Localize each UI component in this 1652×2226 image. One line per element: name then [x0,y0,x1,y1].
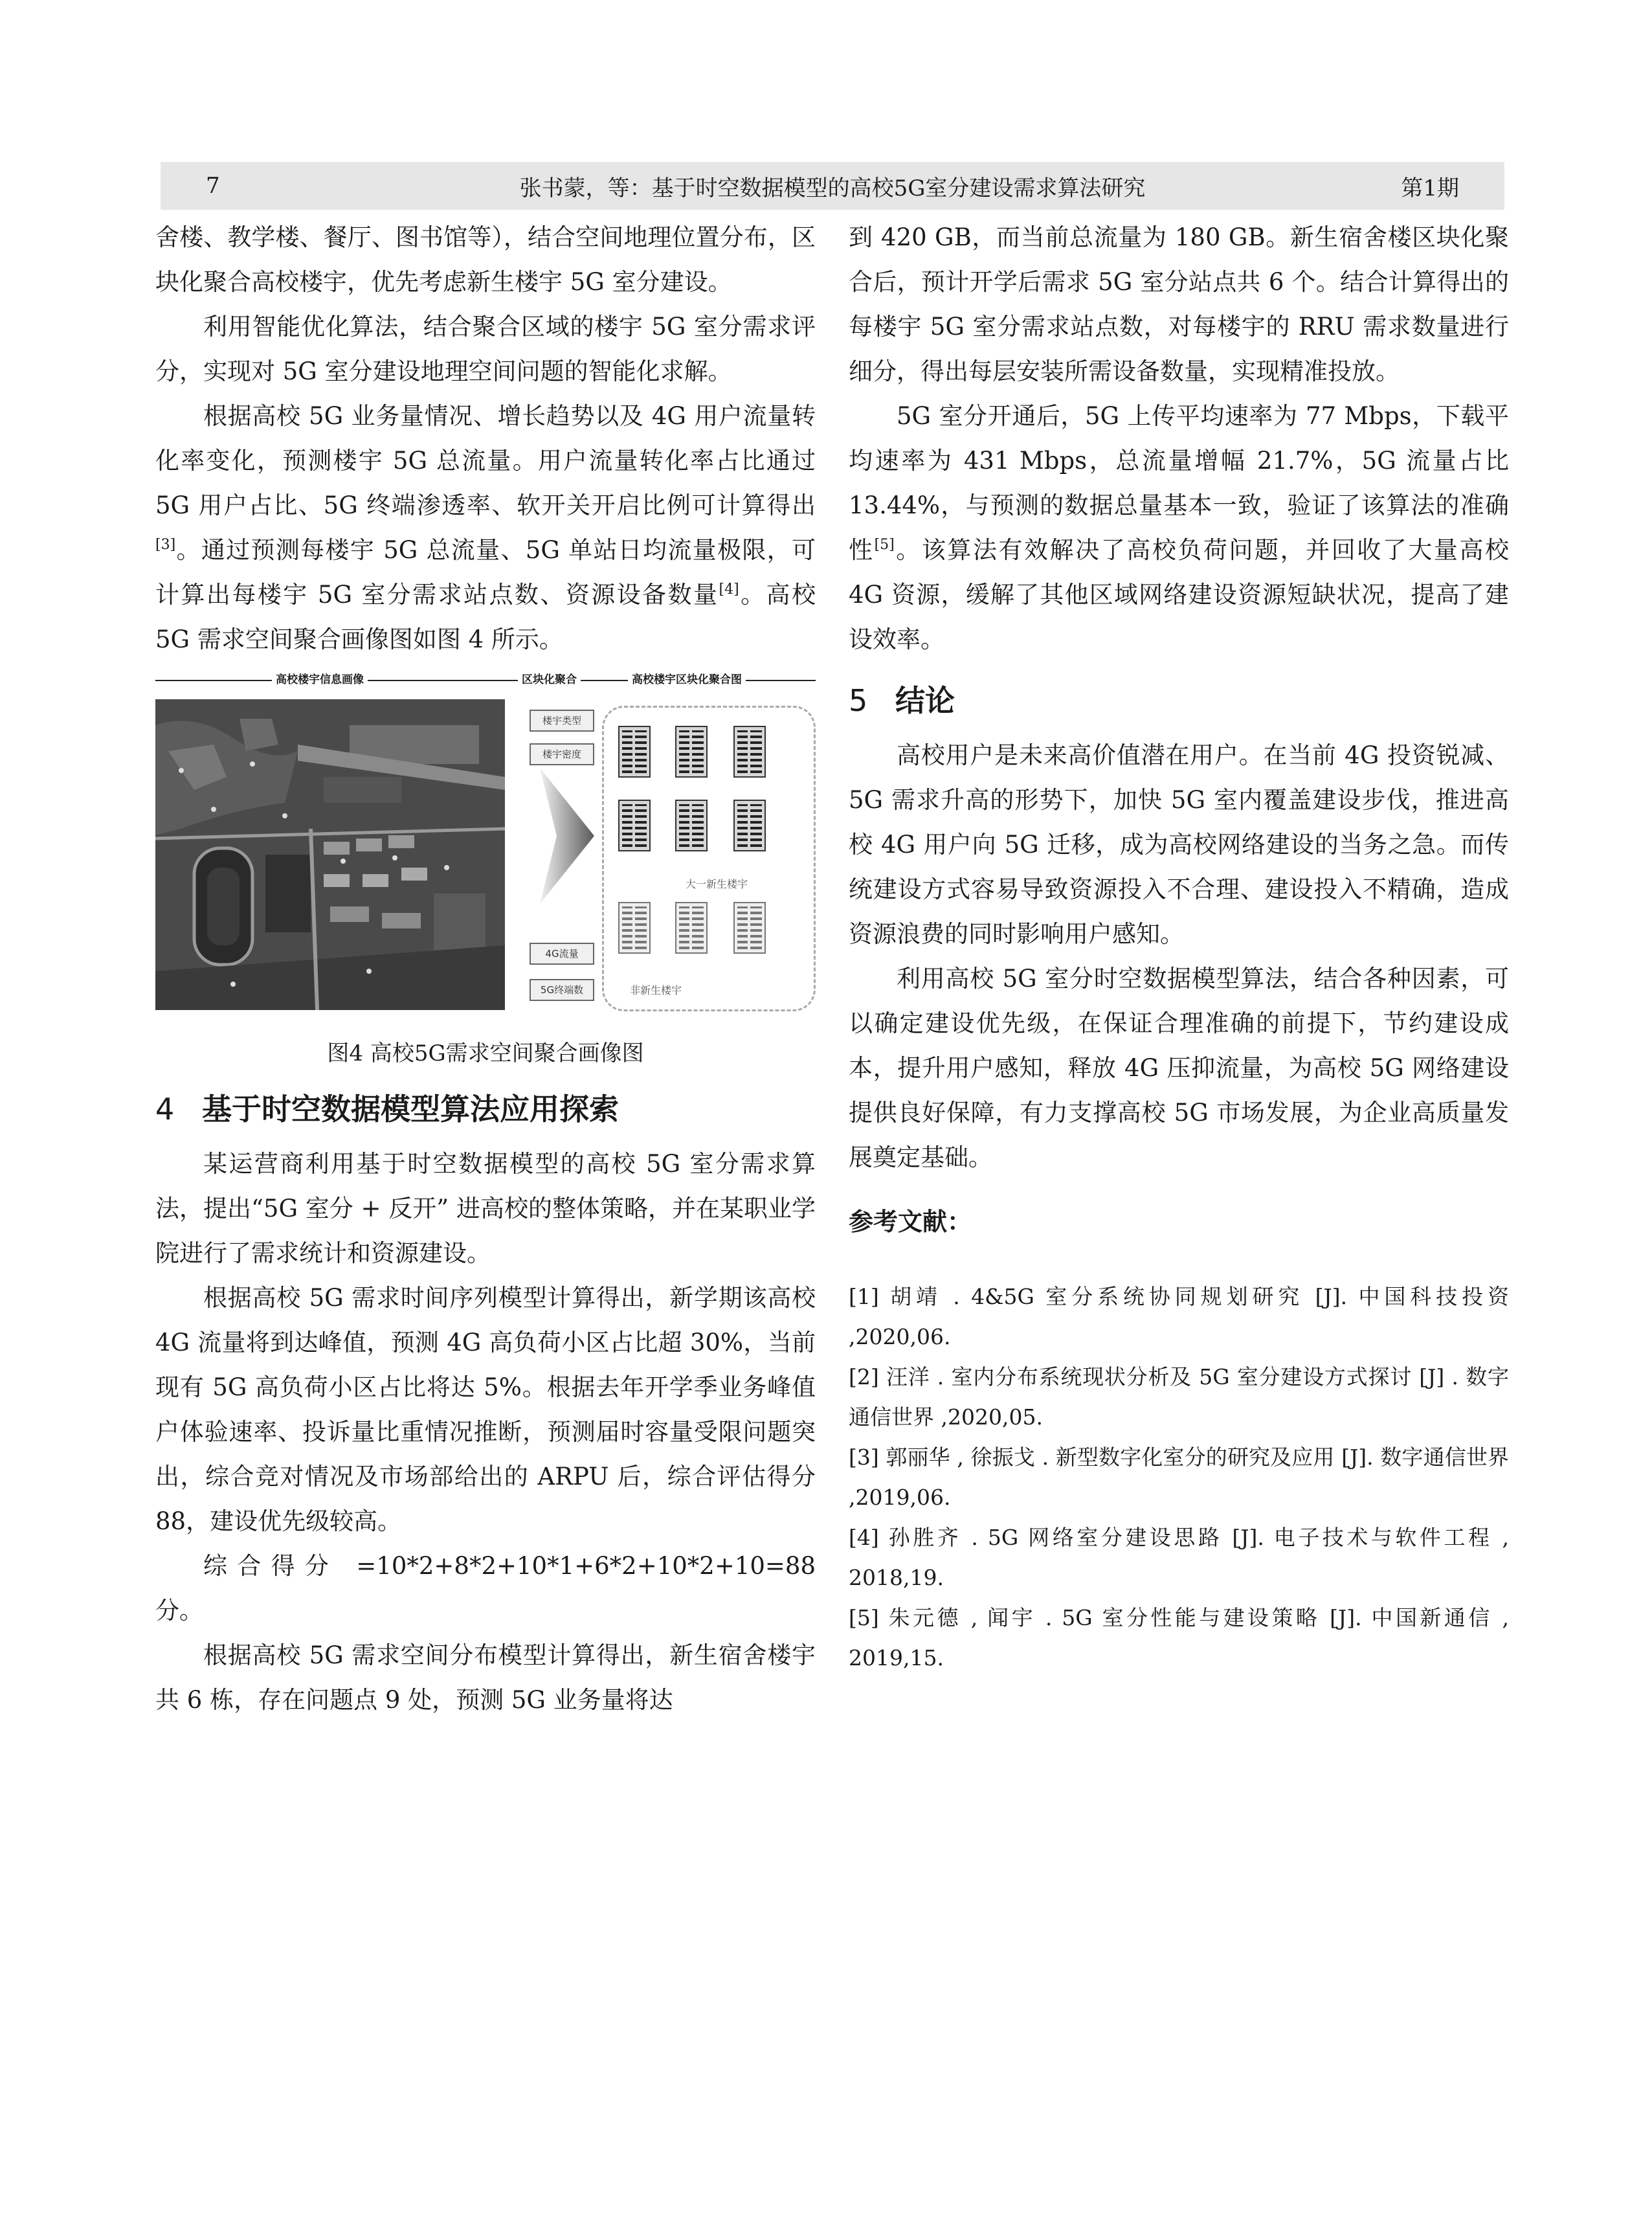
reference-item: [2] 汪洋 . 室内分布系统现状分析及 5G 室分建设方式探讨 [J] . 数字通信世界 ,2020,05. [849,1364,1509,1430]
references-heading: 参考文献： [849,1208,972,1236]
section-heading-5 [849,668,1509,733]
section-title: 基于时空数据模型算法应用探索 [202,1092,619,1127]
text-run: 。该算法有效解决了高校负荷问题，并回收了大量高校 4G 资源，缓解了其他区域网络建设资源短缺状况，提高了建设效率。 [849,536,1510,653]
reference-item: [4] 孙胜齐 . 5G 网络室分建设思路 [J]. 电子技术与软件工程 , 2018,19. [849,1525,1509,1590]
formula-paragraph: 综合得分 =10*2+8*2+10*1+6*2+10*2+10=88 分。 [155,1552,816,1625]
paragraph: 利用智能优化算法，结合聚合区域的楼宇 5G 室分需求评分，实现对 5G 室分建设地理空间问题的智能化求解。 [155,313,816,385]
reference-item: [5] 朱元德 , 闻宇 . 5G 室分性能与建设策略 [J]. 中国新通信 , 2019,15. [849,1605,1509,1670]
text-run: 。通过预测每楼宇 5G 总流量、5G 单站日均流量极限，可计算出每楼宇 5G 室分需求站点数、资源设备数量 [155,536,816,609]
tag-4g-traffic: 4G流量 [530,943,594,965]
figure-label-profile: 高校楼宇信息画像 [272,671,368,689]
building-icon [733,902,766,954]
building-icon [618,800,651,851]
paragraph: 利用高校 5G 室分时空数据模型算法，结合各种因素，可以确定建设优先级，在保证合理准确的前提下，节约建设成本，提升用户感知，释放 4G 压抑流量，为高校 5G 网络建设提供良好保障，有力支撑高校 5G 市场发展，为企业高质量发展奠定基础。 [849,965,1509,1171]
figure-label-result: 高校楼宇区块化聚合图 [628,671,746,689]
building-icon [733,726,766,778]
running-header [161,162,1504,210]
left-column [155,215,816,1722]
tag-5g-terminals: 5G终端数 [530,979,594,1001]
right-column [849,215,1509,1678]
building-icon [675,726,708,778]
text-run: 。高校 5G 需求空间聚合画像图如图 4 所示。 [155,581,816,653]
paragraph: 舍楼、教学楼、餐厅、图书馆等），结合空间地理位置分布，区块化聚合高校楼宇，优先考虑新生楼宇 5G 室分建设。 [155,223,816,296]
paragraph: 到 420 GB，而当前总流量为 180 GB。新生宿舍楼区块化聚合后，预计开学后需求 5G 室分站点共 6 个。结合计算得出的每楼宇 5G 室分需求站点数，对每楼宇的 RRU 需求数量进行细分，得出每层安装所需设备数量，实现精准投放。 [849,223,1509,385]
figure-caption: 图4 高校5G需求空间聚合画像图 [327,1040,644,1066]
non-freshman-buildings-label: 非新生楼宇 [630,984,682,996]
tag-building-type: 楼宇类型 [530,710,594,732]
arrow-icon [537,768,597,904]
citation: [4] [719,581,739,598]
building-icon [733,800,766,851]
aerial-campus-image [155,699,505,1010]
building-icon [675,800,708,851]
paragraph [155,394,816,662]
reference-item: [1] 胡靖 . 4&5G 室分系统协同规划研究 [J]. 中国科技投资 ,2020,06. [849,1284,1509,1349]
aggregated-cluster [602,706,816,1011]
freshman-buildings-label: 大一新生楼宇 [686,878,748,890]
section-title: 结论 [895,683,955,718]
reference-item: [3] 郭丽华 , 徐振戈 . 新型数字化室分的研究及应用 [J]. 数字通信世界 ,2019,06. [849,1445,1509,1510]
paragraph [849,394,1509,662]
figure-label-aggregate: 区块化聚合 [518,671,581,689]
reference-list [849,1277,1509,1678]
section-number: 4 [155,1092,175,1127]
text-run: 5G 室分开通后，5G 上传平均速率为 77 Mbps，下载平均速率为 431 Mbps，总流量增幅 21.7%，5G 流量占比 13.44%，与预测的数据总量基本一致，验证了该算法的准确性 [849,402,1509,564]
citation: [5] [874,537,895,553]
building-icon [618,726,651,778]
citation: [3] [155,537,176,553]
page-number: 7 [206,173,220,199]
text-run: 根据高校 5G 业务量情况、增长趋势以及 4G 用户流量转化率变化，预测楼宇 5G 总流量。用户流量转化率占比通过 5G 用户占比、5G 终端渗透率、软开关开启比例可计算得出 [155,402,816,519]
paragraph: 高校用户是未来高价值潜在用户。在当前 4G 投资锐减、5G 需求升高的形势下，加快 5G 室内覆盖建设步伐，推进高校 4G 用户向 5G 迁移，成为高校网络建设的当务之急。而传统建设方式容易导致资源投入不合理、建设投入不精确，造成资源浪费的同时影响用户感知。 [849,741,1509,948]
building-icon [618,902,651,954]
paragraph: 根据高校 5G 需求时间序列模型计算得出，新学期该高校 4G 流量将到达峰值，预测 4G 高负荷小区占比超 30%，当前现有 5G 高负荷小区占比将达 5%。根据去年开学季业务峰值户体验速率、投诉量比重情况推断，预测届时容量受限问题突出，综合竞对情况及市场部给出的 ARPU 后，综合评估得分 88，建设优先级较高。 [155,1284,816,1535]
tag-building-density: 楼宇密度 [530,743,594,765]
paragraph: 某运营商利用基于时空数据模型的高校 5G 室分需求算法，提出“5G 室分 + 反开” 进高校的整体策略，并在某职业学院进行了需求统计和资源建设。 [155,1150,816,1267]
aerial-photo-drawing [155,699,505,1010]
issue-number: 第1期 [1401,175,1459,201]
building-icon [675,902,708,954]
section-heading-4 [155,1077,816,1141]
paragraph: 根据高校 5G 需求空间分布模型计算得出，新生宿舍楼宇共 6 栋，存在问题点 9 处，预测 5G 业务量将达 [155,1641,816,1714]
figure-4 [155,671,816,1030]
section-number: 5 [849,683,868,718]
header-title: 张书蒙，等：基于时空数据模型的高校5G室分建设需求算法研究 [519,175,1146,201]
